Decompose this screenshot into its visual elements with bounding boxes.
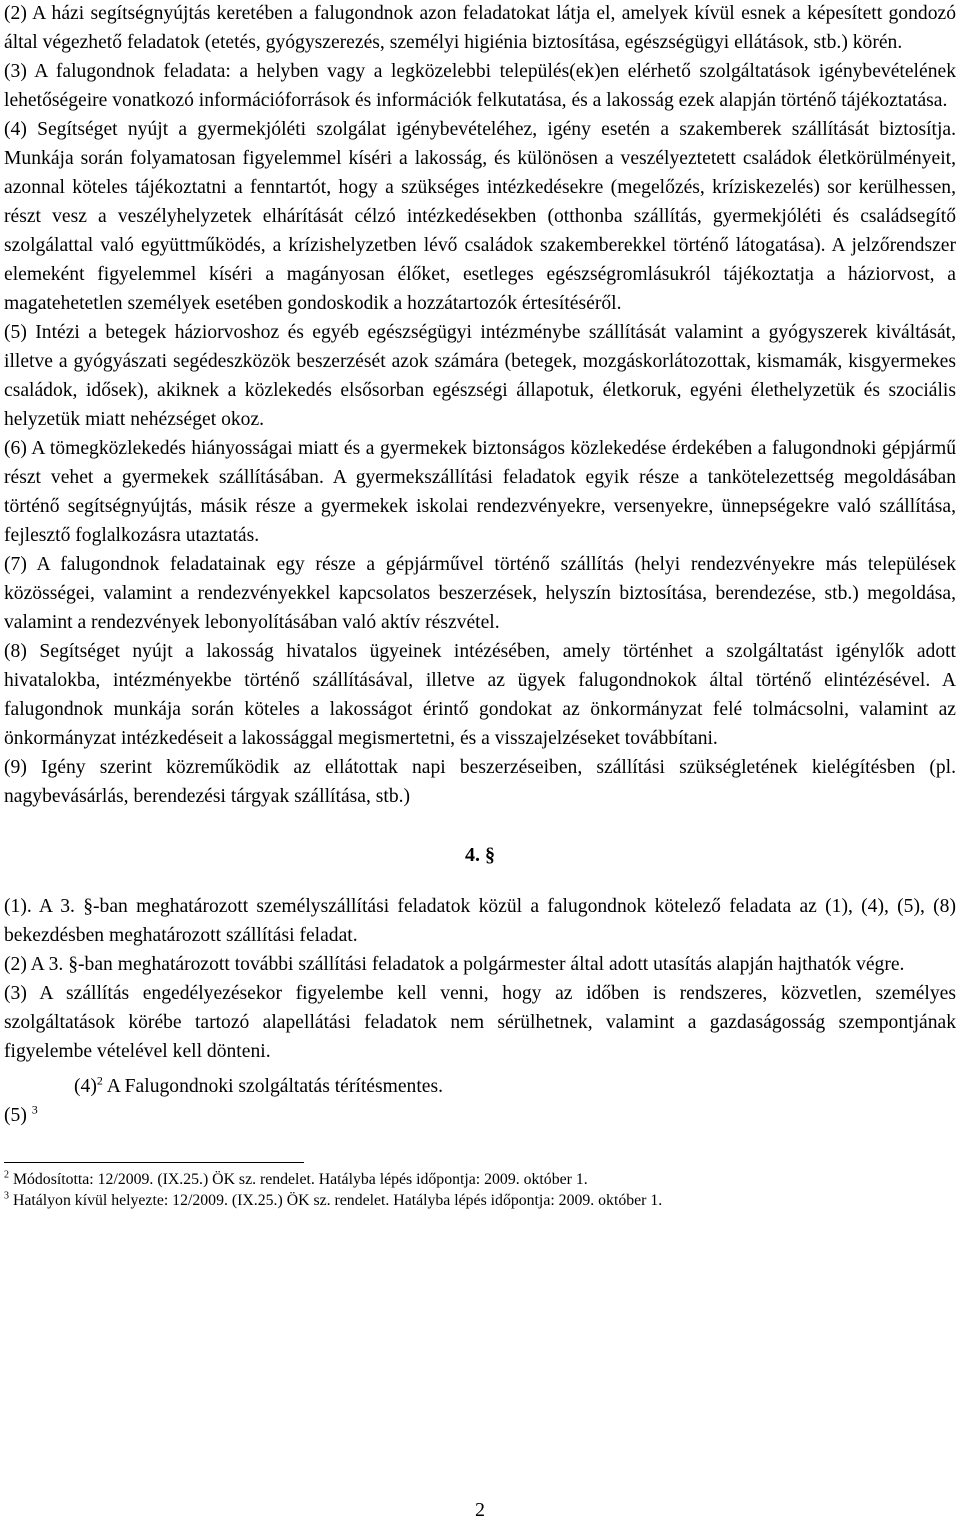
section-paragraph-2: (2) A 3. §-ban meghatározott további szállítási feladatok a polgármester által adott utasítás alapján hajthatók végre.	[4, 954, 905, 975]
footnote-2	[4, 1169, 956, 1190]
page-number: 2	[475, 1499, 485, 1521]
paragraph-8: (8) Segítséget nyújt a lakosság hivatalos ügyeinek intézésében, amely történhet a szolgáltatást igénylők adott hivatalokba, intézményekbe történő szállításával, illetve az ügyek falugondnokok által történő elintézésével. A falugondnok munkája során köteles a lakosságot érintő gondokat az önkormányzat felé tolmácsolni, valamint az önkormányzat intézkedéseit a lakossággal megismertetni, és a visszajelzéseket továbbítani.	[4, 641, 956, 749]
footnote-3	[4, 1190, 956, 1211]
footnote-ref-2[interactable]: 2	[96, 1073, 103, 1088]
footnote-2-marker: 2	[4, 1169, 9, 1181]
footnote-ref-3[interactable]: 3	[31, 1102, 38, 1117]
footnote-3-text: Hatályon kívül helyezte: 12/2009. (IX.25.) ÖK sz. rendelet. Hatályba lépés időpontja: 2009. október 1.	[12, 1192, 663, 1209]
footnote-3-marker: 3	[4, 1190, 9, 1202]
section-paragraph-3: (3) A szállítás engedélyezésekor figyelembe kell venni, hogy az időben is rendszeres, közvetlen, személyes szolgáltatások körébe tartozó alapellátási feladatok nem sérülhetnek, valamint a gazdaságosság szempontjának figyelembe vételével kell dönteni.	[4, 983, 956, 1062]
section-paragraph-4	[74, 1072, 956, 1101]
footnote-separator	[4, 1162, 304, 1163]
item5-prefix: (5)	[4, 1105, 27, 1126]
paragraph-2: (2) A házi segítségnyújtás keretében a falugondnok azon feladatokat látja el, amelyek kívül esnek a képesített gondozó által végezhető feladatok (etetés, gyógyszerezés, személyi higiénia biztosítása, egészségügyi ellátások, stb.) körén.	[4, 3, 956, 53]
item4-text: A Falugondnoki szolgáltatás térítésmentes.	[106, 1076, 443, 1097]
paragraph-9: (9) Igény szerint közreműködik az ellátottak napi beszerzéseiben, szállítási szükségletének kielégítésben (pl. nagybevásárlás, berendezési tárgyak szállítása, stb.)	[4, 757, 956, 807]
item4-prefix: (4)	[74, 1076, 97, 1097]
footnote-2-text: Módosította: 12/2009. (IX.25.) ÖK sz. rendelet. Hatályba lépés időpontja: 2009. október 1.	[12, 1171, 588, 1188]
paragraph-4: (4) Segítséget nyújt a gyermekjóléti szolgálat igénybevételéhez, igény esetén a szakemberek szállítását biztosítja. Munkája során folyamatosan figyelemmel kíséri a lakosság, és különösen a veszélyeztetett családok életkörülményeit, azonnal köteles tájékoztatni a fenntartót, hogy a szükséges intézkedésekre (megelőzés, kríziskezelés) sor kerülhessen, részt vesz a veszélyhelyzetek elhárítását célzó intézkedésekben (otthonba szállítás, gyermekjóléti és családsegítő szolgálattal való együttműködés, a krízishelyzetben lévő családok szakemberekkel történő látogatása). A jelzőrendszer elemeként figyelemmel kíséri a magányosan élőket, esetleges egészségromlásukról tájékoztatja a háziorvost, a magatehetetlen személyek esetében gondoskodik a hozzátartozók értesítéséről.	[4, 119, 956, 314]
section-paragraph-1: (1). A 3. §-ban meghatározott személyszállítási feladatok közül a falugondnok kötelező feladata az (1), (4), (5), (8) bekezdésben meghatározott szállítási feladat.	[4, 896, 956, 946]
section-paragraph-5	[4, 1101, 956, 1130]
paragraph-7: (7) A falugondnok feladatainak egy része a gépjárművel történő szállítás (helyi rendezvényekre más települések közösségei, valamint a rendezvényekkel kapcsolatos beszerzések, helyszín biztosítása, berendezése, stb.) megoldása, valamint a rendezvények lebonyolításában való aktív részvétel.	[4, 554, 956, 633]
paragraph-6: (6) A tömegközlekedés hiányosságai miatt és a gyermekek biztonságos közlekedése érdekében a falugondnoki gépjármű részt vehet a gyermekek szállításában. A gyermekszállítási feladatok egyik része a tankötelezettség megoldásában történő segítségnyújtás, másik része a gyermekek iskolai rendezvényekre, versenyekre, ünnepségekre való szállítása, fejlesztő foglalkozásra utaztatás.	[4, 438, 956, 546]
section-title: 4. §	[465, 844, 495, 866]
paragraph-5: (5) Intézi a betegek háziorvoshoz és egyéb egészségügyi intézménybe szállítását valamint a gyógyszerek kiváltását, illetve a gyógyászati segédeszközök beszerzését azok számára (betegek, mozgáskorlátozottak, kismamák, kisgyermekes családok, idősek), akiknek a közlekedés elsősorban egészségi állapotuk, életkoruk, egyéni élethelyzetük és szociális helyzetük miatt nehézséget okoz.	[4, 322, 956, 430]
paragraph-3: (3) A falugondnok feladata: a helyben vagy a legközelebbi település(ek)en elérhető szolgáltatások igénybevételének lehetőségeire vonatkozó információforrások és információk felkutatása, és a lakosság ezek alapján történő tájékoztatása.	[4, 61, 956, 111]
